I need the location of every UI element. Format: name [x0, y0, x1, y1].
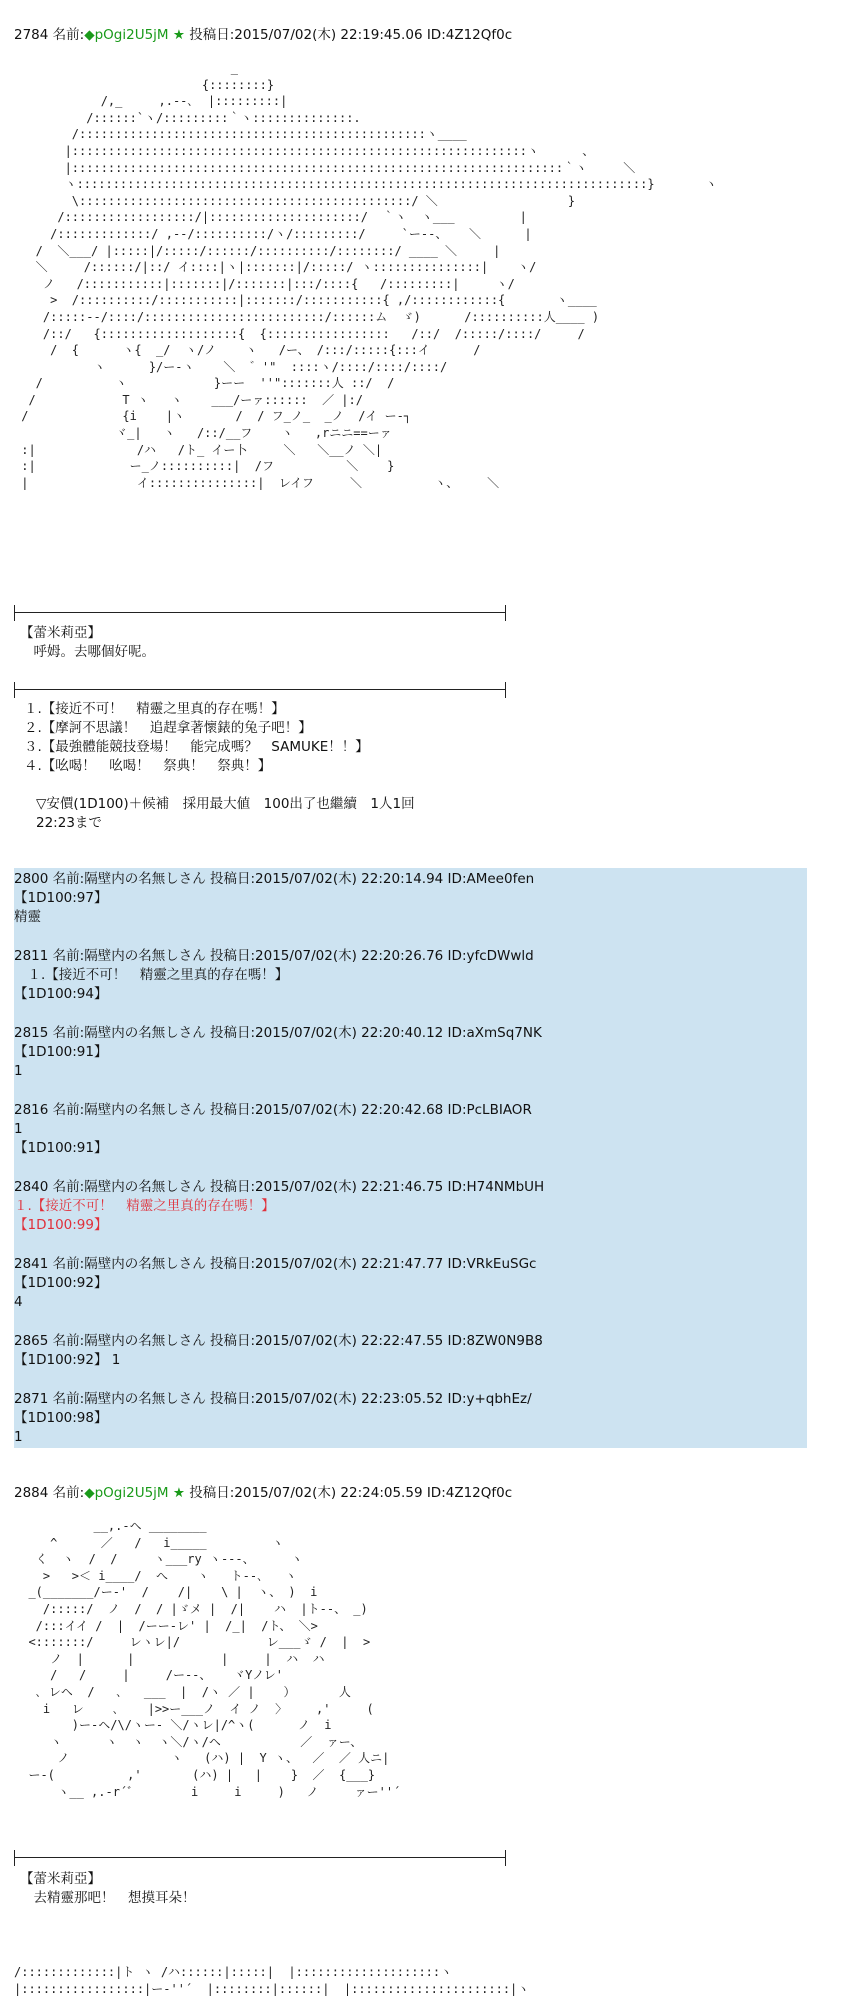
post-number-label: 2784 名前:: [14, 27, 85, 43]
reply-line: 【1D100:97】: [14, 890, 108, 906]
reply-header: 2815 名前:隔壁内の名無しさん 投稿日:2015/07/02(木) 22:20:40.12 ID:aXmSq7NK: [14, 1025, 542, 1041]
reply-line: 【1D100:92】 1: [14, 1352, 121, 1368]
reply-header: 2811 名前:隔壁内の名無しさん 投稿日:2015/07/02(木) 22:20:26.76 ID:yfcDWwld: [14, 948, 534, 964]
reply-line: 【1D100:91】: [14, 1044, 108, 1060]
separator-line: [14, 612, 506, 613]
author-trip: ◆pOgi2U5jM ★: [84, 27, 185, 43]
reply-header: 2841 名前:隔壁内の名無しさん 投稿日:2015/07/02(木) 22:21:47.77 ID:VRkEuSGc: [14, 1256, 537, 1272]
option-item: ２.【摩訶不思議！ 追趕拿著懷錶的兔子吧！】: [24, 720, 312, 736]
post-header: [14, 26, 512, 44]
reply-line: 【1D100:98】: [14, 1410, 108, 1426]
option-item: ４.【吆喝！ 吆喝！ 祭典！ 祭典！】: [24, 758, 272, 774]
reply-line: 4: [14, 1294, 23, 1310]
reply-line: 【1D100:94】: [14, 986, 108, 1002]
speech-text: 呼姆。去哪個好呢。: [20, 644, 155, 660]
reply-line: １.【接近不可！ 精靈之里真的存在嗎！】: [14, 967, 289, 983]
post-meta: 投稿日:2015/07/02(木) 22:19:45.06 ID:4Z12Qf0c: [184, 27, 513, 43]
vote-deadline: 22:23まで: [36, 815, 102, 831]
post-meta: 投稿日:2015/07/02(木) 22:24:05.59 ID:4Z12Qf0c: [184, 1485, 513, 1501]
option-item: １.【接近不可！ 精靈之里真的存在嗎！】: [24, 701, 285, 717]
reply-header: 2865 名前:隔壁内の名無しさん 投稿日:2015/07/02(木) 22:22:47.55 ID:8ZW0N9B8: [14, 1333, 543, 1349]
reply-line: 1: [14, 1121, 23, 1137]
reply-line-highlight: １.【接近不可！ 精靈之里真的存在嗎！】: [14, 1198, 275, 1214]
ascii-art-remilia-2: __,.-ヘ ________ ^ ／ / i_____ ヽ く ヽ / / ヽ___ry ヽ---、 ヽ > >＜ i____/ へ ヽ ト--､ ヽ _(_______/ー-' / /| \ | ヽ、 ) i /:::::/ ノ / / |ゞメ | /| ハ |ト--、 _) /:::イイ / | /ーー-レ' | /_| /ト、 ＼> <:::::::/ レヽレ|/ レ___ゞ / | > ノ | | | | ハ ハ / / | /ー--、 ヾYノレ' ､ レヘ / ､ ___ | /ヽ ／ | ） 人 i レ ､ |>>ー___ノ イ ノ 〉 ,' ( )ー-ヘ/\/ヽー- ＼/ヽレ|/^ヽ( ノ i ヽ ヽ ヽ ヽ＼/ヽ/ヘ ／ ァー、 ノ ヽ (ハ) | Y ヽ、 ／ ／ 人ニ| ー-( ,' (ハ) | | } ／ {___} ヽ__ ,.-r´ﾞ i i ) ノ ァー''´: [28, 1519, 401, 1799]
speaker-label: 【蕾米莉亞】: [20, 1871, 101, 1887]
reply-line-highlight: 【1D100:99】: [14, 1217, 108, 1233]
ascii-art-fragment: /:::::::::::::|ト ヽ /ハ::::::|:::::| |::::::::::::::::::::ヽ |:::::::::::::::::|ー-''´ |::::::::|::::::| |::::::::::::::::::::::|ヽ: [14, 1965, 530, 1996]
reply-header: 2871 名前:隔壁内の名無しさん 投稿日:2015/07/02(木) 22:23:05.52 ID:y+qbhEz/: [14, 1391, 532, 1407]
author-trip: ◆pOgi2U5jM ★: [84, 1485, 185, 1501]
separator-line: [14, 1857, 506, 1858]
reply-header: 2800 名前:隔壁内の名無しさん 投稿日:2015/07/02(木) 22:20:14.94 ID:AMee0fen: [14, 871, 535, 887]
reply-line: 【1D100:91】: [14, 1140, 108, 1156]
vote-rule: ▽安價(1D100)＋候補 採用最大値 100出了也繼續 1人1回: [36, 796, 415, 812]
separator-line: [14, 689, 506, 690]
post-header: [14, 1484, 512, 1502]
reply-header: 2816 名前:隔壁内の名無しさん 投稿日:2015/07/02(木) 22:20:42.68 ID:PcLBIAOR: [14, 1102, 532, 1118]
option-item: ３.【最強體能競技登場！ 能完成嗎？ SAMUKE！！】: [24, 739, 369, 755]
reply-line: 【1D100:92】: [14, 1275, 108, 1291]
ascii-art-remilia: _ {::::::::} /,_ ,.--､ |:::::::::| /::::::`ヽ/:::::::::｀ヽ::::::::::::::. /::::::::::::::::::::::::::::::::::::::::::::::::ヽ____ |:::::::::::::::::::::::::::::::::::::::::::::::::::::::::::::::ヽ 、 |::::::::::::::::::::::::::::::::::::::::::::::::::::::::::::::::::::｀ヽ ＼ ヽ:::::::::::::::::::::::::::::::::::::::::::::::::::::::::::::::::::::::::::::::} ヽ \::::::::::::::::::::::::::::::::::::::::::::::/ ＼ } /::::::::::::::::::/|:::::::::::::::::::::/ ｀ヽ ヽ___ | /:::::::::::::/ ,--/::::::::::/ヽ/:::::::::/ `ー--、 ＼ | / ＼___/ |:::::|/:::::/::::::/::::::::::/::::::::/ ____ ＼ | ＼ /::::::/|::/ イ::::|ヽ|:::::::|/:::::/ ヽ:::::::::::::::| ヽ/ ノ /:::::::::::|:::::::|/:::::::|:::/::::{ /:::::::::| ヽ/ > /::::::::::/:::::::::::|:::::::/:::::::::::{ ,/::::::::::::{ ヽ____ /:::::--/::::/:::::::::::::::::::::::::/::::::ム ゞ) /::::::::::人____ ) /::/ {:::::::::::::::::::{ {::::::::::::::::: /::/ /:::::/::::/ / / { ヽ{ _/ ヽ/ノ ヽ /ー、 /:::/:::::{:::イ / ヽ }/ー-ヽ ＼ ゛'" ::::ヽ/::::/::::/::::/ / ヽ }ーー ''":::::::人 ::/ / / T ヽ ヽ ___/ーァ:::::: ／ |:/ / {i |ヽ / / フ_ノ_ _ノ /イ ー‐┐ ヾ_| ヽ /::/__フ ヽ ,rニニ==ーァ :| /ハ /ト_ イー卜 ＼ ＼__ノ ＼| :| ー_ノ::::::::::| /フ ＼ } | イ:::::::::::::::| レイフ ＼ ヽ、 ＼: [21, 61, 718, 490]
speaker-label: 【蕾米莉亞】: [20, 625, 101, 641]
speech-text: 去精靈那吧！ 想摸耳朵！: [20, 1890, 196, 1906]
replies-block: [14, 868, 807, 1448]
reply-line: 精靈: [14, 909, 41, 925]
reply-line: 1: [14, 1429, 23, 1445]
post-number-label: 2884 名前:: [14, 1485, 85, 1501]
reply-header: 2840 名前:隔壁内の名無しさん 投稿日:2015/07/02(木) 22:21:46.75 ID:H74NMbUH: [14, 1179, 545, 1195]
reply-line: 1: [14, 1063, 23, 1079]
